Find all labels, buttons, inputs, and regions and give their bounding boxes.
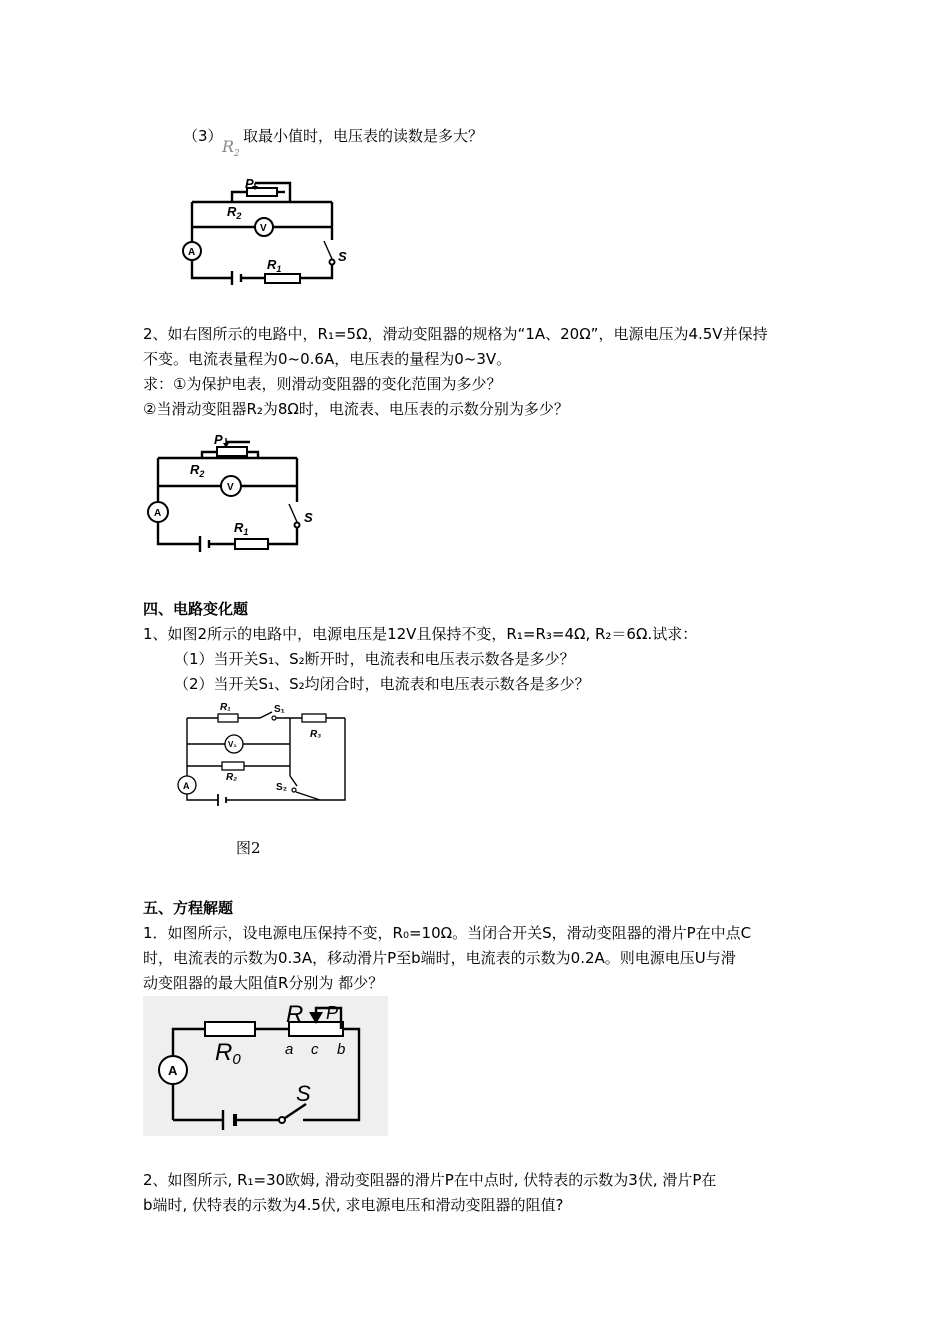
resistor-r0 (205, 1022, 255, 1036)
sec4-title: 四、电路变化题 (143, 600, 249, 618)
rheostat-r2 (217, 447, 247, 456)
sec4-line1: 1、如图2所示的电路中，电源电压是12V且保持不变，R₁=R₃=4Ω, R₂＝6Ω.试求： (143, 625, 698, 643)
label-p: P (245, 176, 254, 191)
wire (187, 794, 218, 800)
label-r0: R0 (215, 1039, 241, 1068)
ammeter-label: A (154, 508, 162, 519)
label-s2: S₂ (276, 782, 288, 793)
circuit-figure-2 (170, 700, 355, 810)
wire (300, 265, 332, 278)
p2-line3: 求：①为保护电表，则滑动变阻器的变化范围为多少？ (143, 375, 502, 393)
q3-line (183, 126, 223, 146)
label-a: a (285, 1041, 294, 1058)
label-s: S (304, 510, 313, 525)
q3-prefix: （3） (183, 127, 223, 145)
sec4-line3: （2）当开关S₁、S₂均闭合时，电流表和电压表示数各是多少？ (174, 675, 590, 693)
switch-blade (324, 241, 332, 259)
label-c: c (311, 1041, 319, 1058)
label-r1: $R_1$ (267, 257, 282, 274)
switch-s2-blade (290, 776, 297, 786)
sec5-line3: 动变阻器的最大阻值R分别为 都少？ (143, 974, 384, 992)
resistor-r2 (222, 762, 244, 770)
voltmeter-label: V₁ (228, 740, 237, 749)
switch-contact (279, 1117, 285, 1123)
label-s: S (296, 1081, 311, 1106)
wire (296, 792, 320, 800)
voltmeter-label: V (227, 482, 234, 493)
sec5-line1: 1．如图所示，设电源电压保持不变，R₀=10Ω。当闭合开关S，滑动变阻器的滑片P在中点C (143, 924, 752, 942)
switch-s1-contact (272, 716, 276, 720)
ammeter-label: A (188, 247, 196, 258)
wire (192, 202, 232, 278)
label-p: P (326, 1003, 339, 1023)
switch-s1-blade (260, 712, 272, 718)
resistor-r3 (302, 714, 326, 722)
sec5-title: 五、方程解题 (143, 899, 234, 917)
sec5-line2: 时，电流表的示数为0.3A，移动滑片P至b端时，电流表的示数为0.2A。则电源电压U与滑 (143, 949, 736, 967)
p2-line1: 2、如右图所示的电路中，R₁=5Ω，滑动变阻器的规格为“1A、20Ω”，电源电压为4.5V并保持 (143, 325, 768, 343)
ammeter-label: A (168, 1063, 178, 1078)
circuit-figure-3 (143, 996, 388, 1136)
figure-2-caption: 图2 (236, 839, 261, 857)
label-s: S (338, 249, 347, 264)
q2b-line2: b端时, 伏特表的示数为4.5伏, 求电源电压和滑动变阻器的阻值? (143, 1196, 564, 1214)
label-r1: R₁ (220, 702, 231, 713)
ammeter-label: A (183, 781, 190, 791)
wire (232, 192, 247, 202)
switch-contact (330, 260, 335, 265)
circuit-figure-a (175, 175, 350, 290)
voltmeter-label: V (260, 223, 267, 234)
label-r2: $R_2$ (227, 204, 242, 221)
label-r2: R₂ (226, 772, 238, 783)
p2-line4: ②当滑动变阻器R₂为8Ω时，电流表、电压表的示数分别为多少？ (143, 400, 569, 418)
circuit-figure-b (140, 430, 330, 555)
p2-line2: 不变。电流表量程为0~0.6A，电压表的量程为0~3V。 (143, 350, 512, 368)
sec4-line2: （1）当开关S₁、S₂断开时，电流表和电压表示数各是多少？ (174, 650, 575, 668)
label-r: R (286, 1001, 304, 1028)
switch-s2-contact (292, 788, 296, 792)
label-b: b (337, 1041, 346, 1058)
q2b-line1: 2、如图所示, R₁=30欧姆, 滑动变阻器的滑片P在中点时, 伏特表的示数为3伏, 滑片P在 (143, 1171, 717, 1189)
switch-blade (289, 504, 297, 522)
label-s1: S₁ (274, 704, 285, 715)
label-r2: $R_2$ (190, 462, 205, 479)
wire (268, 528, 297, 544)
label-r1: $R_1$ (234, 520, 249, 537)
label-p: P (214, 432, 223, 447)
q3-r2-symbol: $R_2$ (222, 137, 240, 160)
resistor-r1 (235, 539, 268, 549)
switch-contact (295, 523, 300, 528)
q3-text: 取最小值时，电压表的读数是多大？ (243, 127, 484, 145)
resistor-r1 (265, 274, 300, 283)
resistor-r1 (218, 714, 238, 722)
label-r3: R₃ (310, 729, 322, 740)
